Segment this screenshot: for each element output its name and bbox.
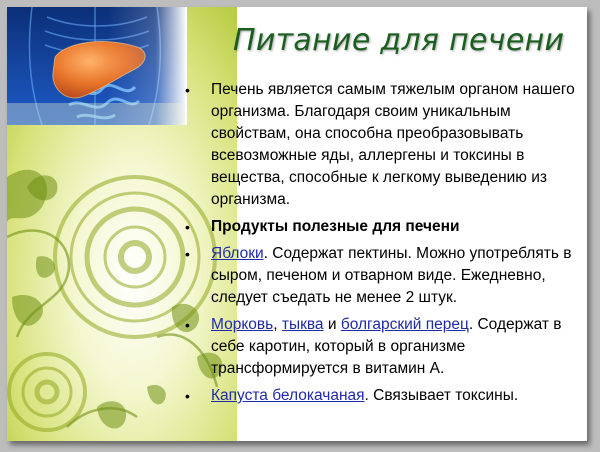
bullet-text: . Связывает токсины. <box>364 387 519 404</box>
bullet-icon: • <box>185 388 190 404</box>
bullet-item <box>185 314 577 380</box>
slide <box>7 7 587 441</box>
bullet-icon: • <box>185 82 190 98</box>
link-cabbage[interactable]: Капуста белокачаная <box>211 387 365 404</box>
bullet-item <box>185 79 577 211</box>
bullet-text: . Содержат в себе каротин, который в организме трансформируется в витамин А. <box>211 316 562 377</box>
bullet-icon: • <box>185 246 190 262</box>
separator-text: и <box>323 316 341 333</box>
bullet-item <box>185 216 577 238</box>
slide-title: Питание для печени <box>233 23 565 58</box>
link-carrot[interactable]: Морковь <box>211 316 274 333</box>
link-pumpkin[interactable]: тыква <box>281 316 324 333</box>
bullet-heading: Продукты полезные для печени <box>211 218 460 235</box>
bullet-icon: • <box>185 317 190 333</box>
bullet-text: Печень является самым тяжелым органом нашего организма. Благодаря своим уникальным свойствам, она способна преобразовывать всевозможные яды, аллергены и токсины в вещества, способные к легкому выведению из организма. <box>211 81 575 208</box>
bullet-item <box>185 385 577 407</box>
separator-text: , <box>273 316 282 333</box>
link-apples[interactable]: Яблоки <box>211 245 264 262</box>
bullet-item <box>185 243 577 309</box>
bullet-list <box>185 79 577 413</box>
bullet-text: . Содержат пектины. Можно употреблять в сыром, печеном и отварном виде. Ежедневно, следует съедать не менее 2 штук. <box>211 245 572 306</box>
bullet-icon: • <box>185 219 190 235</box>
link-bell-pepper[interactable]: болгарский перец <box>340 316 469 333</box>
